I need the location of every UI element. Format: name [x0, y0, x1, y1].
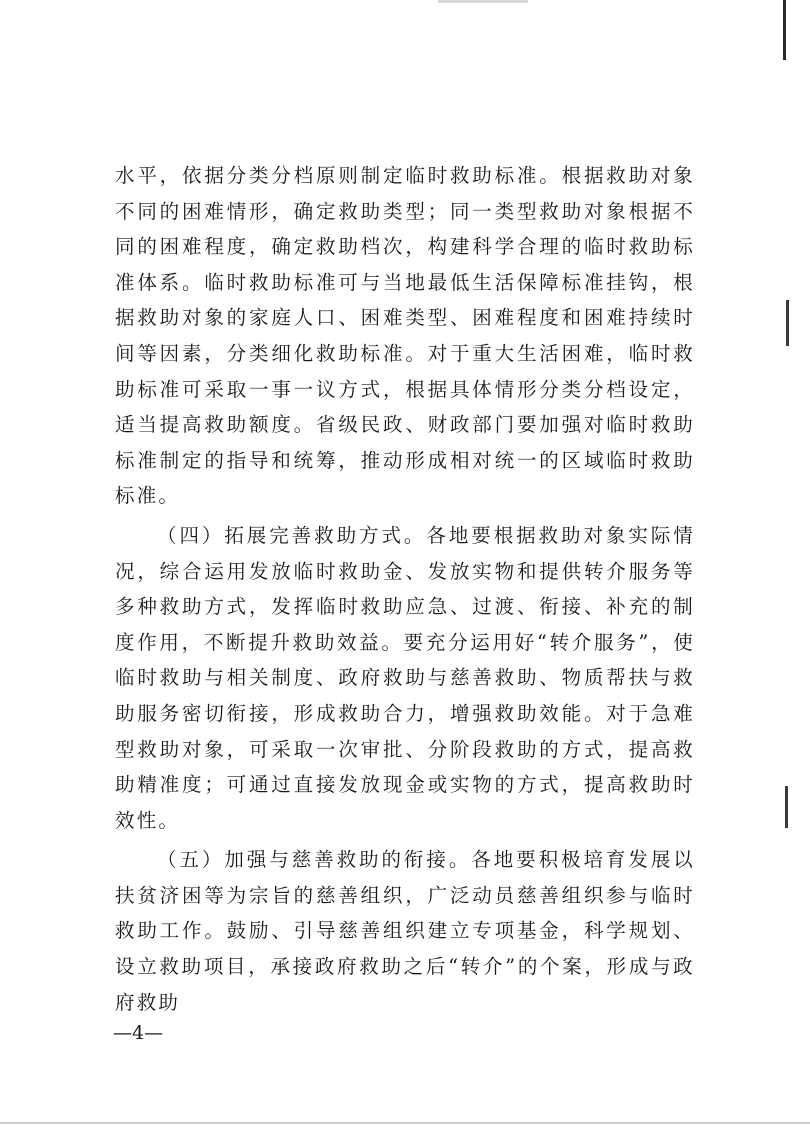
scan-edge-top: [438, 0, 528, 3]
document-body: [115, 158, 695, 1024]
scan-mark-right-middle: [786, 300, 789, 346]
scan-mark-right-lower: [785, 786, 788, 828]
paragraph-relief-methods: （四）拓展完善救助方式。各地要根据救助对象实际情况，综合运用发放临时救助金、发放实物和提供转介服务等多种救助方式，发挥临时救助应急、过渡、衔接、补充的制度作用，不断提升救助效益。要充分运用好“转介服务”，使临时救助与相关制度、政府救助与慈善救助、物质帮扶与救助服务密切衔接，形成救助合力，增强救助效能。对于急难型救助对象，可采取一次审批、分阶段救助的方式，提高救助精准度；可通过直接发放现金或实物的方式，提高救助时效性。: [115, 523, 695, 832]
scan-edge-bottom: [0, 1122, 810, 1124]
page-number: —4—: [113, 1022, 164, 1044]
paragraph-relief-standards: 水平，依据分类分档原则制定临时救助标准。根据救助对象不同的困难情形，确定救助类型；同一类型救助对象根据不同的困难程度，确定救助档次，构建科学合理的临时救助标准体系。临时救助标准可与当地最低生活保障标准挂钩，根据救助对象的家庭人口、困难类型、困难程度和困难持续时间等因素，分类细化救助标准。对于重大生活困难，临时救助标准可采取一事一议方式，根据具体情形分类分档设定，适当提高救助额度。省级民政、财政部门要加强对临时救助标准制定的指导和统筹，推动形成相对统一的区域临时救助标准。: [115, 164, 695, 508]
scan-edge-right-top: [783, 0, 786, 60]
paragraph-charity-linkage: （五）加强与慈善救助的衔接。各地要积极培育发展以扶贫济困等为宗旨的慈善组织，广泛动员慈善组织参与临时救助工作。鼓励、引导慈善组织建立专项基金，科学规划、设立救助项目，承接政府救助之后“转介”的个案，形成与政府救助: [115, 848, 695, 1014]
